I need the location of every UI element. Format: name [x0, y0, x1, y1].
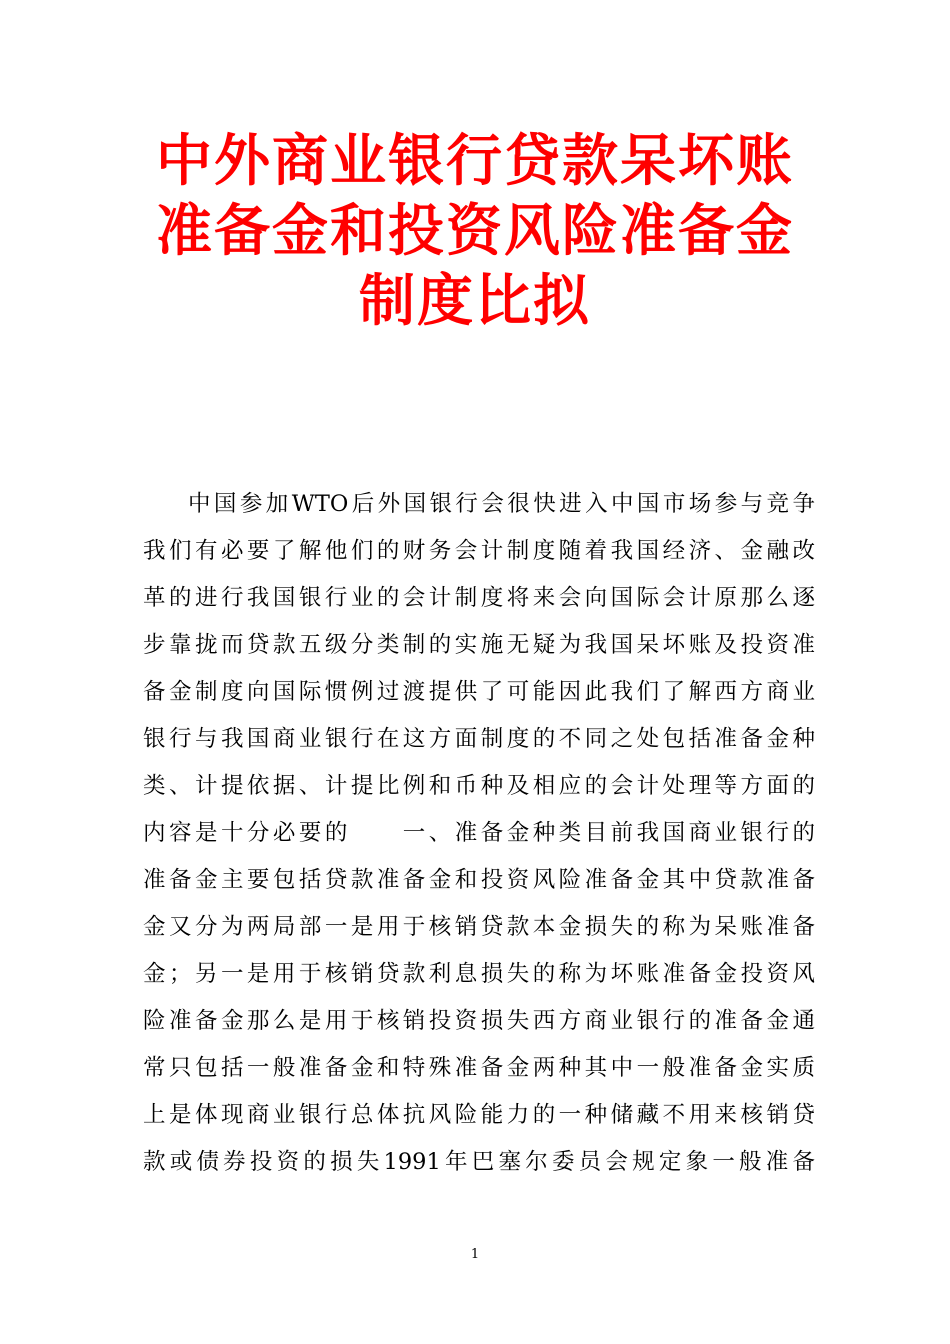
document-title — [100, 127, 850, 337]
body-line: 款或债券投资的损失1991年巴塞尔委员会规定象一般准备 — [143, 1149, 815, 1175]
page-number: 1 — [470, 1247, 480, 1262]
body-line: 金又分为两局部一是用于核销贷款本金损失的称为呆账准备 — [143, 914, 815, 940]
body-line: 内容是十分必要的 一、准备金种类目前我国商业银行的 — [143, 820, 815, 846]
body-line: 类、计提依据、计提比例和币种及相应的会计处理等方面的 — [143, 773, 815, 799]
body-line: 险准备金那么是用于核销投资损失西方商业银行的准备金通 — [143, 1008, 815, 1034]
title-line-2: 准备金和投资风险准备金 — [156, 199, 794, 264]
body-line: 步靠拢而贷款五级分类制的实施无疑为我国呆坏账及投资准 — [143, 632, 815, 658]
body-line: 中国参加WTO后外国银行会很快进入中国市场参与竞争 — [188, 491, 815, 517]
body-line: 我们有必要了解他们的财务会计制度随着我国经济、金融改 — [143, 538, 815, 564]
body-line: 革的进行我国银行业的会计制度将来会向国际会计原那么逐 — [143, 585, 815, 611]
title-line-1: 中外商业银行贷款呆坏账 — [156, 129, 794, 194]
body-line: 上是体现商业银行总体抗风险能力的一种储藏不用来核销贷 — [143, 1102, 815, 1128]
body-paragraph — [143, 481, 815, 1186]
body-line: 备金制度向国际惯例过渡提供了可能因此我们了解西方商业 — [143, 679, 815, 705]
title-line-3: 制度比拟 — [359, 269, 591, 334]
body-line: 常只包括一般准备金和特殊准备金两种其中一般准备金实质 — [143, 1055, 815, 1081]
body-line: 银行与我国商业银行在这方面制度的不同之处包括准备金种 — [143, 726, 815, 752]
body-line: 金；另一是用于核销贷款利息损失的称为坏账准备金投资风 — [143, 961, 815, 987]
body-line: 准备金主要包括贷款准备金和投资风险准备金其中贷款准备 — [143, 867, 815, 893]
